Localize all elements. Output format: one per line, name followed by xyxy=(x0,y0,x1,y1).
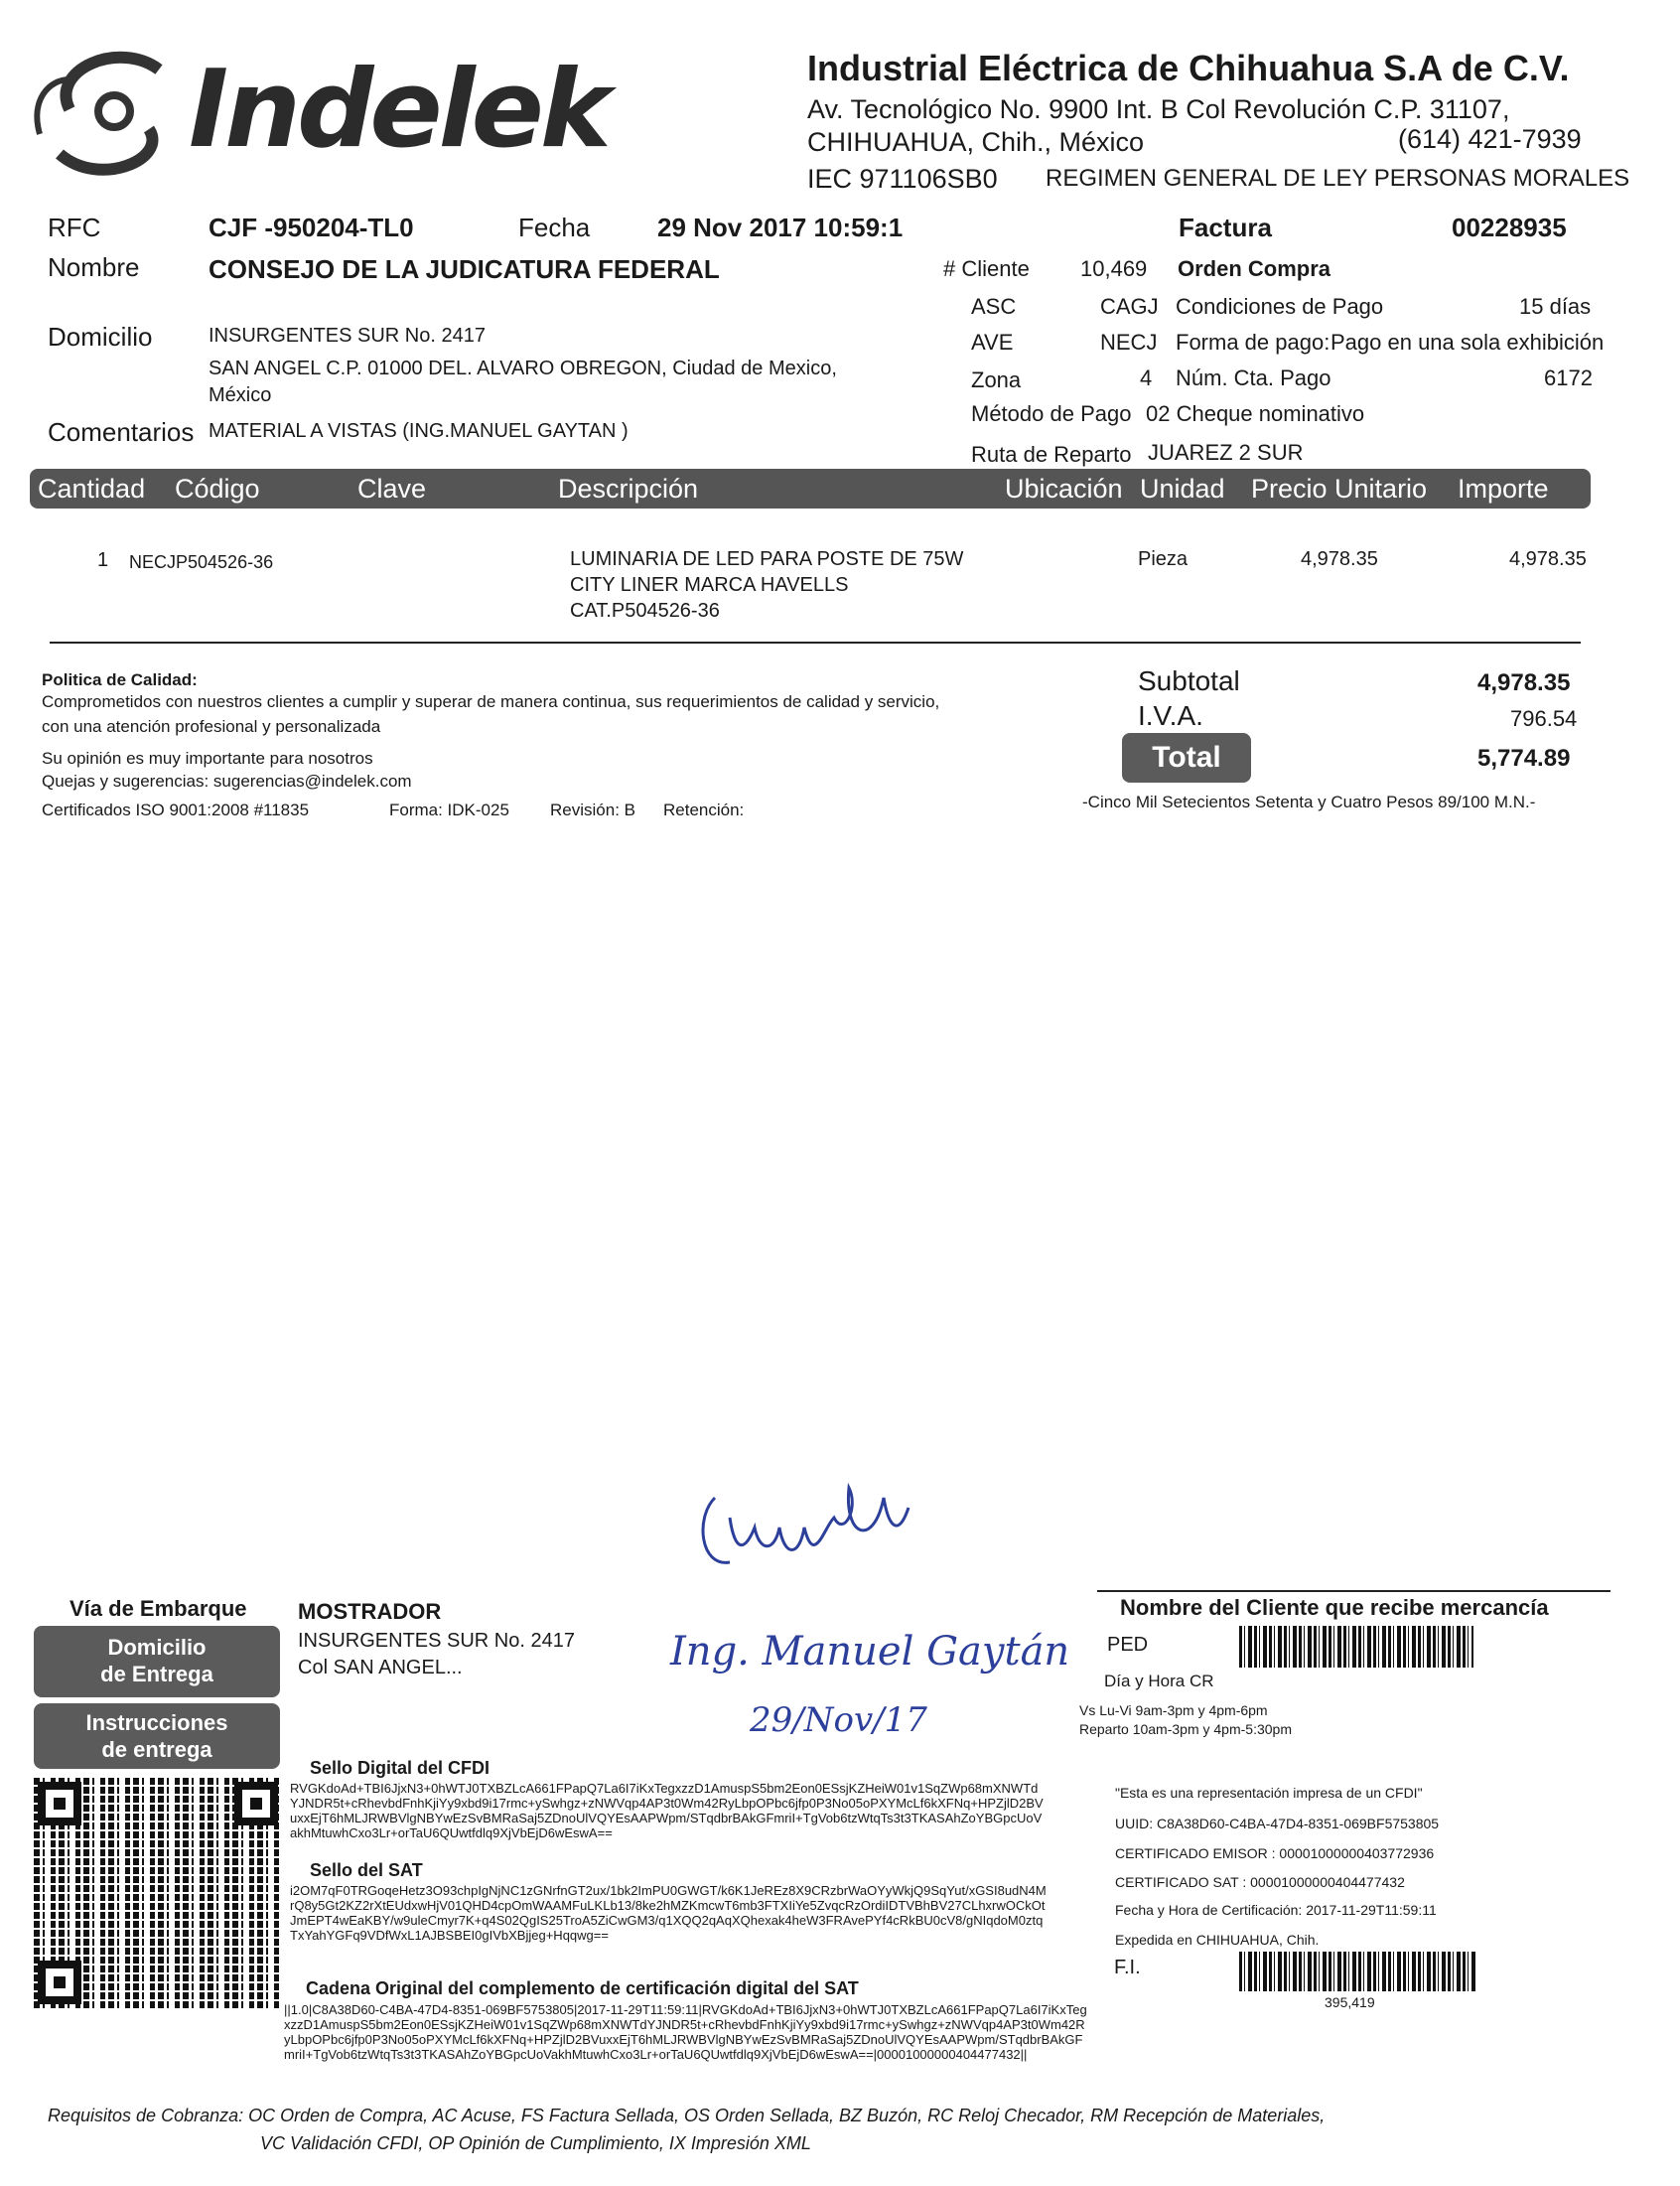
ped-barcode xyxy=(1239,1626,1473,1668)
condiciones-value: 15 días xyxy=(1519,294,1592,319)
nombre-label: Nombre xyxy=(48,252,140,282)
horario-1: Vs Lu-Vi 9am-3pm y 4pm-6pm xyxy=(1079,1702,1268,1718)
metodo-value: 02 Cheque nominativo xyxy=(1146,401,1365,426)
ruta-label: Ruta de Reparto xyxy=(971,442,1132,467)
zona-label: Zona xyxy=(971,367,1022,392)
cliente-label: # Cliente xyxy=(943,256,1030,281)
policy-forma: Forma: IDK-025 xyxy=(389,801,509,819)
receiver-title: Nombre del Cliente que recibe mercancía xyxy=(1120,1595,1549,1620)
total-letra: -Cinco Mil Setecientos Setenta y Cuatro Pesos 89/100 M.N.- xyxy=(1082,793,1536,811)
policy-revision: Revisión: B xyxy=(550,801,635,819)
signature-scribble xyxy=(685,1458,923,1587)
domicilio-line-1: INSURGENTES SUR No. 2417 xyxy=(209,325,486,347)
row-unidad: Pieza xyxy=(1138,548,1189,570)
receiver-rule xyxy=(1097,1590,1610,1592)
col-codigo: Código xyxy=(175,474,260,504)
shipping-address-1: INSURGENTES SUR No. 2417 xyxy=(298,1630,575,1652)
domicilio-line-3: México xyxy=(209,384,272,406)
row-desc-3: CAT.P504526-36 xyxy=(570,600,720,622)
cadena-title: Cadena Original del complemento de certificación digital del SAT xyxy=(306,1978,859,1998)
qr-finder-top-right xyxy=(234,1782,278,1825)
sello-cfdi-value: RVGKdoAd+TBI6JjxN3+0hWTJ0TXBZLcA661FPapQ7La6I7iKxTegxzzD1AmuspS5bm2Eon0ESsjKZHeiW01v1SqZWp68mXNWTdYJNDR5t+cRhevbdFnhKjiYy9xbd9i17rmc+ySwhgz+zNWVqp4AP3t0Wm42RyLbpOPbc6jfp0P3No05oPXYMcLf6kXFNq+HPZjlD2BVuxxEjT6hMLJRWBVlgNBYwEzSvBMRaSaj5ZDnoUlVQYEsAAPWpm/STqdbrBAkGFmriI+TgVob6tzWtqTs3t3TKASAhZoYBGpcUoVakhMtuwhCxo3Lr+orTaU6QUwtfdlq9XjVbEjD6wEswA== xyxy=(290,1781,1044,1840)
qr-finder-top-left xyxy=(38,1782,81,1825)
rfc-label: RFC xyxy=(48,213,101,242)
cfdi-fecha-cert: Fecha y Hora de Certificación: 2017-11-29T11:59:11 xyxy=(1115,1902,1437,1918)
ave-value: NECJ xyxy=(1100,330,1158,355)
policy-line-1: Comprometidos con nuestros clientes a cumplir y superar de manera continua, sus requerimientos de calidad y servicio, xyxy=(42,692,940,711)
cfdi-uuid: UUID: C8A38D60-C4BA-47D4-8351-069BF5753805 xyxy=(1115,1816,1440,1831)
domicilio-entrega-line-1: Domicilio xyxy=(107,1635,207,1660)
qr-finder-bottom-left xyxy=(38,1961,81,2004)
comentarios-value: MATERIAL A VISTAS (ING.MANUEL GAYTAN ) xyxy=(209,420,629,442)
cfdi-cert-sat: CERTIFICADO SAT : 00001000000404477432 xyxy=(1115,1874,1405,1890)
policy-line-3: Su opinión es muy importante para nosotros xyxy=(42,749,373,768)
logo-wordmark: Indelek xyxy=(189,48,608,172)
forma-pago-value: Pago en una sola exhibición xyxy=(1330,330,1605,355)
metodo-label: Método de Pago xyxy=(971,401,1132,426)
zona-value: 4 xyxy=(1140,365,1153,390)
logo-swirl-icon xyxy=(30,40,199,189)
shipping-address-2: Col SAN ANGEL... xyxy=(298,1657,463,1678)
total-label: Total xyxy=(1122,733,1251,783)
company-phone: (614) 421-7939 xyxy=(1398,124,1582,154)
row-desc-1: LUMINARIA DE LED PARA POSTE DE 75W xyxy=(570,548,964,570)
ave-label: AVE xyxy=(971,330,1014,355)
asc-label: ASC xyxy=(971,294,1017,319)
cta-value: 6172 xyxy=(1544,365,1593,390)
domicilio-label: Domicilio xyxy=(48,322,153,352)
row-codigo: NECJP504526-36 xyxy=(129,552,274,572)
factura-label: Factura xyxy=(1179,213,1272,242)
fi-barcode xyxy=(1239,1952,1475,1991)
company-name: Industrial Eléctrica de Chihuahua S.A de C.V. xyxy=(807,48,1570,88)
ruta-value: JUAREZ 2 SUR xyxy=(1148,440,1304,465)
factura-number: 00228935 xyxy=(1452,213,1567,242)
forma-pago-label: Forma de pago: xyxy=(1176,330,1330,355)
cfdi-representacion: "Esta es una representación impresa de un CFDI" xyxy=(1115,1785,1423,1801)
policy-line-4: Quejas y sugerencias: sugerencias@indelek.com xyxy=(42,772,412,791)
company-iec: IEC 971106SB0 xyxy=(807,164,998,194)
policy-title: Politica de Calidad: xyxy=(42,670,198,689)
fi-label: F.I. xyxy=(1114,1957,1141,1978)
signature-name: Ing. Manuel Gaytán xyxy=(670,1629,1070,1675)
nombre-value: CONSEJO DE LA JUDICATURA FEDERAL xyxy=(209,254,720,284)
footer-line-1: Requisitos de Cobranza: OC Orden de Compra, AC Acuse, FS Factura Sellada, OS Orden Sellada, BZ Buzón, RC Reloj Checador, RM Recepción de Materiales, xyxy=(48,2106,1326,2125)
table-divider xyxy=(50,642,1581,644)
sello-sat-value: i2OM7qF0TRGoqeHetz3O93chpIgNjNC1zGNrfnGT2ux/1bk2ImPU0GWGT/k6K1JeREz8X9CRzbrWaOYyWkjQ9SqYut/xGSI8udN4MrQ8y5Gt2KZ2rXtEUdxwHjV01QHD4cpOmWAAMFuLKLb13/8ke2hMZKmcwT6mb3FTXIiYe5ZvqcRzOrdiIDTVBhBV27CLhxrwOCkOtJmEPT4wEaKBY/w9uleCmyr7K+q4S02QgIS25TroA5ZiCwGM3/q1XQQ2qAqXQhexak4heW3FRAvePYf4cRkBU0cV8/gNIqdoM0ztqTxYahYGFq9VDfWxL1AJBSBEI0gIVbXBjjeg+Hqqwg== xyxy=(290,1883,1047,1943)
row-precio: 4,978.35 xyxy=(1301,548,1378,570)
sello-cfdi-title: Sello Digital del CFDI xyxy=(310,1758,490,1778)
col-cantidad: Cantidad xyxy=(38,474,146,504)
sello-sat-title: Sello del SAT xyxy=(310,1860,423,1880)
dia-hora-label: Día y Hora CR xyxy=(1104,1672,1214,1690)
fi-number: 395,419 xyxy=(1325,1994,1375,2010)
col-clave: Clave xyxy=(357,474,427,504)
cfdi-qr-code xyxy=(34,1778,282,2008)
cfdi-expedida: Expedida en CHIHUAHUA, Chih. xyxy=(1115,1932,1320,1948)
asc-value: CAGJ xyxy=(1100,294,1159,319)
subtotal-value: 4,978.35 xyxy=(1477,669,1571,696)
col-precio: Precio Unitario xyxy=(1251,474,1428,504)
orden-compra-label: Orden Compra xyxy=(1178,256,1331,281)
instrucciones-line-1: Instrucciones xyxy=(85,1710,228,1735)
total-value: 5,774.89 xyxy=(1477,745,1571,772)
ped-label: PED xyxy=(1107,1634,1149,1656)
cta-label: Núm. Cta. Pago xyxy=(1176,365,1331,390)
company-address-2: CHIHUAHUA, Chih., México xyxy=(807,127,1145,157)
via-label: Vía de Embarque xyxy=(70,1596,247,1621)
row-cantidad: 1 xyxy=(97,549,109,571)
instrucciones-entrega-button[interactable] xyxy=(34,1703,280,1769)
comentarios-label: Comentarios xyxy=(48,417,195,447)
col-importe: Importe xyxy=(1458,474,1549,504)
via-value: MOSTRADOR xyxy=(298,1599,442,1624)
signature-date: 29/Nov/17 xyxy=(750,1700,927,1740)
horario-2: Reparto 10am-3pm y 4pm-5:30pm xyxy=(1079,1721,1292,1737)
company-regimen: REGIMEN GENERAL DE LEY PERSONAS MORALES xyxy=(1046,165,1630,192)
iva-label: I.V.A. xyxy=(1138,700,1203,731)
company-logo xyxy=(30,30,675,199)
company-address-1: Av. Tecnológico No. 9900 Int. B Col Revolución C.P. 31107, xyxy=(807,94,1510,124)
cliente-value: 10,469 xyxy=(1080,256,1148,281)
domicilio-entrega-button[interactable] xyxy=(34,1626,280,1697)
instrucciones-line-2: de entrega xyxy=(101,1737,212,1762)
cadena-value: ||1.0|C8A38D60-C4BA-47D4-8351-069BF5753805|2017-11-29T11:59:11|RVGKdoAd+TBI6JjxN3+0hWTJ0TXBZLcA661FPapQ7La6I7iKxTegxzzD1AmuspS5bm2Eon0ESsjKZHeiW01v1SqZWp68mXNWTdYJNDR5t+cRhevbdFnhKjiYy9xbd9i17rmc+ySwhgz+zNWVqp4AP3t0Wm42RyLbpOPbc6jfp0P3No05oPXYMcLf6kXFNq+HPZjlD2BVuxxEjT6hMLJRWBVlgNBYwEzSvBMRaSaj5ZDnoUlVQYEsAAPWpm/STqdbrBAkGFmriI+TgVob6tzWtqTs3t3TKASAhZoYBGpcUoVakhMtuwhCxo3Lr+orTaU6QUwtfdlq9XjVbEjD6wEswA==|00001000000404477432|| xyxy=(284,2002,1087,2062)
col-descripcion: Descripción xyxy=(558,474,699,504)
fecha-label: Fecha xyxy=(518,213,591,242)
rfc-value: CJF -950204-TL0 xyxy=(209,213,414,242)
subtotal-label: Subtotal xyxy=(1138,665,1240,696)
domicilio-line-2: SAN ANGEL C.P. 01000 DEL. ALVARO OBREGON, Ciudad de Mexico, xyxy=(209,358,837,379)
col-ubicacion: Ubicación xyxy=(1005,474,1123,504)
row-importe: 4,978.35 xyxy=(1509,548,1587,570)
footer-line-2: VC Validación CFDI, OP Opinión de Cumplimiento, IX Impresión XML xyxy=(260,2133,811,2153)
domicilio-entrega-line-2: de Entrega xyxy=(100,1662,213,1686)
fecha-value: 29 Nov 2017 10:59:1 xyxy=(657,213,904,242)
policy-line-2: con una atención profesional y personalizada xyxy=(42,717,381,736)
row-desc-2: CITY LINER MARCA HAVELLS xyxy=(570,574,849,596)
policy-retencion: Retención: xyxy=(663,801,745,819)
col-unidad: Unidad xyxy=(1140,474,1225,504)
policy-cert: Certificados ISO 9001:2008 #11835 xyxy=(42,801,310,819)
iva-value: 796.54 xyxy=(1510,706,1578,731)
table-header xyxy=(30,469,1591,509)
cfdi-cert-emisor: CERTIFICADO EMISOR : 00001000000403772936 xyxy=(1115,1845,1435,1861)
condiciones-label: Condiciones de Pago xyxy=(1176,294,1384,319)
